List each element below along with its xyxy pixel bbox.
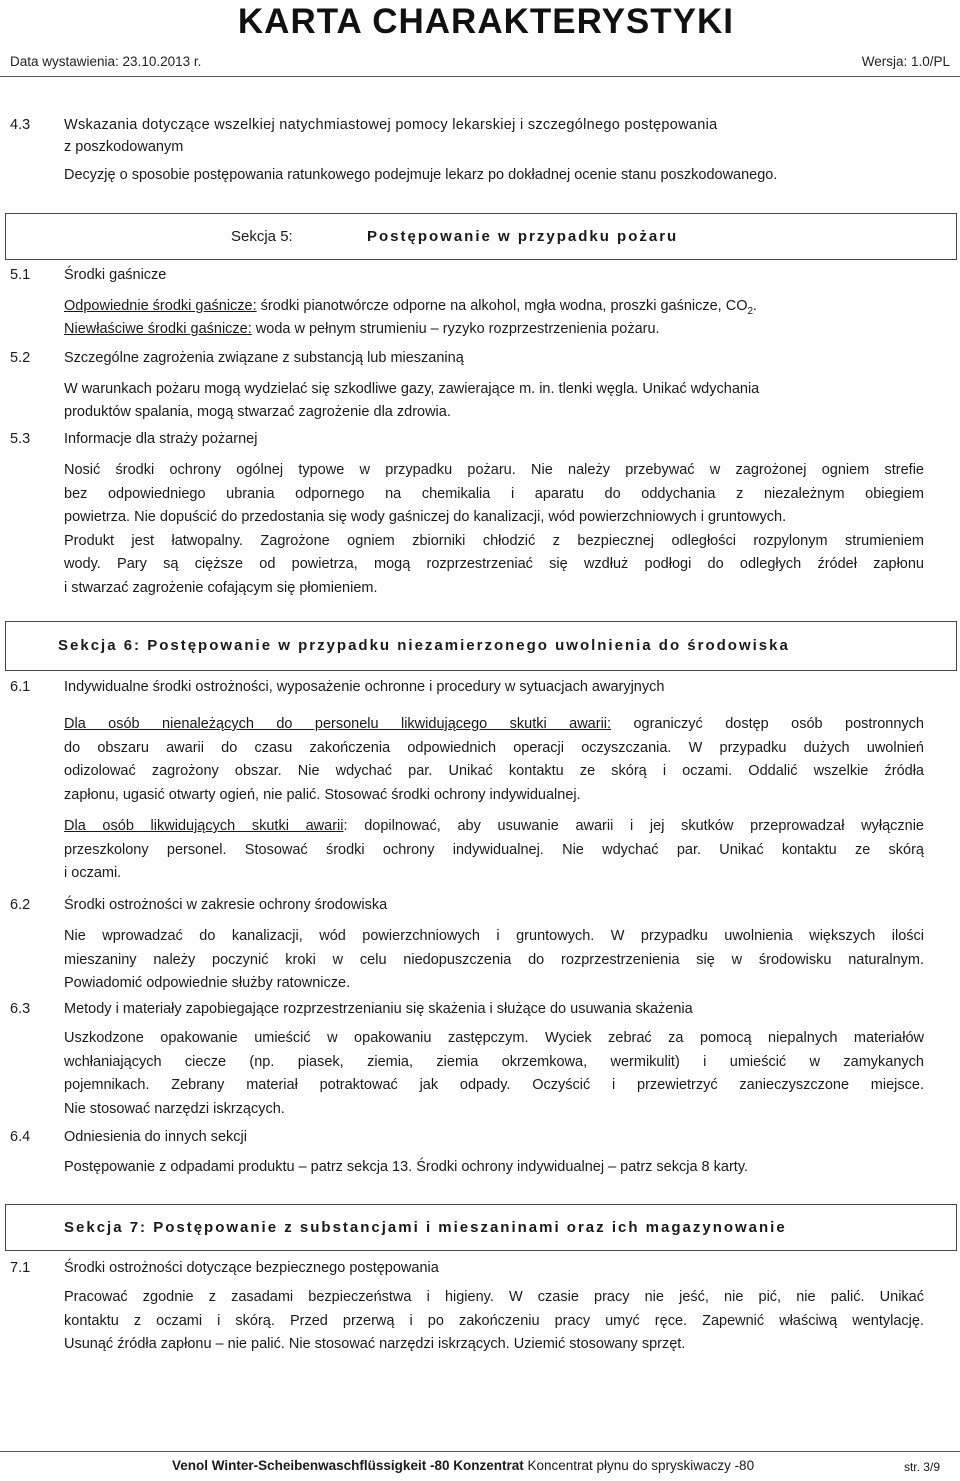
paragraph-line xyxy=(64,815,924,839)
section-heading: Środki ostrożności dotyczące bezpiecznego postępowania xyxy=(64,1260,439,1276)
page-number: str. 3/9 xyxy=(903,1460,940,1474)
issue-date: Data wystawienia: 23.10.2013 r. xyxy=(10,54,202,69)
paragraph-line: bez odpowiedniego ubrania odpornego na chemikalia i aparatu do oddychania z niezależnym obiegiem xyxy=(64,485,924,502)
section-heading: Indywidualne środki ostrożności, wyposażenie ochronne i procedury w sytuacjach awaryjnych xyxy=(64,679,665,695)
section-heading: Wskazania dotyczące wszelkiej natychmiastowej pomocy lekarskiej i szczególnego postępowania xyxy=(64,117,718,133)
paragraph-text: ograniczyć dostęp osób postronnych xyxy=(611,716,924,732)
paragraph-line: zapłonu, ugasić otwarty ogień, nie palić. Stosować środki ochrony indywidualnej. xyxy=(64,786,581,803)
paragraph-line: i oczami. xyxy=(64,865,122,881)
paragraph-line: odizolować zagrożony obszar. Nie wdychać par. Unikać kontaktu ze skórą i oczami. Oddalić wszelkie źródła xyxy=(64,763,924,779)
section-number: 6.3 xyxy=(10,1001,31,1017)
paragraph: Decyzję o sposobie postępowania ratunkowego podejmuje lekarz po dokładnej ocenie stanu poszkodowanego. xyxy=(64,167,778,183)
paragraph-line: Produkt jest łatwopalny. Zagrożone ogniem zbiorniki chłodzić z bezpiecznej odległości rozpylonym strumieniem xyxy=(64,532,924,549)
suitable-end: . xyxy=(753,298,758,314)
paragraph-line: Nie wprowadzać do kanalizacji, wód powierzchniowych i gruntowych. W przypadku uwolnienia większych ilości xyxy=(64,928,924,944)
paragraph-line: Pracować zgodnie z zasadami bezpieczeństwa i higieny. W czasie pracy nie jeść, nie pić, nie palić. Unikać xyxy=(64,1289,924,1305)
subscript: 2 xyxy=(747,305,754,317)
document-title: KARTA CHARAKTERYSTYKI xyxy=(237,2,734,41)
paragraph-line: W warunkach pożaru mogą wydzielać się szkodliwe gazy, zawierające m. in. tlenki węgla. Unikać wdychania xyxy=(64,381,760,397)
unsuitable-label: Niewłaściwe środki gaśnicze: xyxy=(64,321,252,337)
paragraph-line: przeszkolony personel. Stosować środki ochrony indywidualnej. Nie wdychać par. Unikać kontaktu ze skórą xyxy=(64,841,924,858)
paragraph-line: powietrza. Nie dopuścić do przedostania się wody gaśniczej do kanalizacji, wód powierzchniowych i gruntowych. xyxy=(64,509,787,525)
paragraph-line: Uszkodzone opakowanie umieścić w opakowaniu zastępczym. Wyciek zebrać za pomocą niepalnych materiałów xyxy=(64,1030,924,1046)
section-heading-cont: z poszkodowanym xyxy=(64,139,184,155)
paragraph-line: Nie stosować narzędzi iskrzących. xyxy=(64,1100,285,1117)
paragraph-line: wchłaniających ciecze (np. piasek, ziemia, ziemia okrzemkowa, wermikulit) i umieścić w zamykanych xyxy=(64,1053,924,1070)
section-heading: Środki ostrożności w zakresie ochrony środowiska xyxy=(64,897,388,913)
paragraph-line: wody. Pary są cięższe od powietrza, mogą rozprzestrzeniać się wzdłuż podłogi do odległych źródeł zapłonu xyxy=(64,556,924,572)
paragraph-line: Nosić środki ochrony ogólnej typowe w przypadku pożaru. Nie należy przebywać w zagrożonej ogniem strefie xyxy=(64,462,924,478)
paragraph-line: mieszaniny należy poczynić kroki w celu niedopuszczenia do rozprzestrzenienia się w środowisku naturalnym. xyxy=(64,951,924,968)
paragraph-line: produktów spalania, mogą stwarzać zagrożenie dla zdrowia. xyxy=(64,404,451,420)
paragraph-line xyxy=(64,713,924,737)
section-number: 6.1 xyxy=(10,679,31,695)
header-divider xyxy=(0,76,960,77)
section-6-title: Sekcja 6: Postępowanie w przypadku niezamierzonego uwolnienia do środowiska xyxy=(58,637,790,654)
footer-product xyxy=(172,1458,754,1473)
paragraph-safe-handling xyxy=(64,1286,924,1357)
section-number: 4.3 xyxy=(10,117,31,133)
section-heading: Odniesienia do innych sekcji xyxy=(64,1129,247,1145)
section-number: 5.2 xyxy=(10,350,31,366)
section-number: 7.1 xyxy=(10,1260,31,1276)
paragraph-unsuitable-media xyxy=(64,318,924,342)
paragraph-line: Powiadomić odpowiednie służby ratownicze. xyxy=(64,975,351,991)
version: Wersja: 1.0/PL xyxy=(861,54,950,69)
paragraph-line: do obszaru awarii do czasu zakończenia odpowiednich operacji oczyszczania. W przypadku dużych uwolnień xyxy=(64,739,924,756)
paragraph-line: kontaktu z oczami i skórą. Przed przerwą i po zakończeniu pracy umyć ręce. Zapewnić właściwą wentylację. xyxy=(64,1312,924,1329)
paragraph-line: i stwarzać zagrożenie cofającym się płomieniem. xyxy=(64,579,378,596)
section-7-title: Sekcja 7: Postępowanie z substancjami i mieszaninami oraz ich magazynowanie xyxy=(64,1219,787,1236)
unsuitable-text: woda w pełnym strumieniu – ryzyko rozprzestrzenienia pożaru. xyxy=(251,321,660,337)
emergency-responders-label: Dla osób likwidujących skutki awarii xyxy=(64,818,344,834)
section-number: 5.1 xyxy=(10,267,31,283)
section-heading: Metody i materiały zapobiegające rozprzestrzenianiu się skażenia i służące do usuwania skażenia xyxy=(64,1001,693,1017)
section-5-label: Sekcja 5: xyxy=(231,228,293,245)
paragraph-environment xyxy=(64,925,924,996)
suitable-label: Odpowiednie środki gaśnicze: xyxy=(64,298,257,314)
footer-divider xyxy=(0,1451,960,1452)
product-name: Venol Winter-Scheibenwaschflüssigkeit -80 Konzentrat xyxy=(172,1458,524,1473)
section-number: 6.2 xyxy=(10,897,31,913)
section-heading: Szczególne zagrożenia związane z substancją lub mieszaniną xyxy=(64,350,464,366)
paragraph-text: : dopilnować, aby usuwanie awarii i jej skutków przeprowadzał wyłącznie xyxy=(343,818,924,834)
paragraph-firefighters xyxy=(64,459,924,600)
section-number: 5.3 xyxy=(10,431,31,447)
section-heading: Informacje dla straży pożarnej xyxy=(64,431,258,447)
product-description: Koncentrat płynu do spryskiwaczy -80 xyxy=(523,1458,755,1473)
section-heading: Środki gaśnicze xyxy=(64,267,167,283)
paragraph-containment xyxy=(64,1027,924,1121)
paragraph: Postępowanie z odpadami produktu – patrz sekcja 13. Środki ochrony indywidualnej – patrz sekcja 8 karty. xyxy=(64,1159,749,1175)
paragraph-line: pojemnikach. Zebrany materiał potraktować jak odpady. Oczyścić i przewietrzyć zanieczyszczone miejsce. xyxy=(64,1077,924,1093)
suitable-text: środki pianotwórcze odporne na alkohol, mgła wodna, proszki gaśnicze, CO xyxy=(256,298,748,314)
section-number: 6.4 xyxy=(10,1129,31,1145)
paragraph-non-personnel xyxy=(64,713,924,807)
paragraph-line: Usunąć źródła zapłonu – nie palić. Nie stosować narzędzi iskrzących. Uziemić stosowany sprzęt. xyxy=(64,1336,686,1352)
paragraph-emergency-responders xyxy=(64,815,924,886)
non-personnel-label: Dla osób nienależących do personelu likwidującego skutki awarii: xyxy=(64,716,612,732)
section-5-title: Postępowanie w przypadku pożaru xyxy=(367,228,679,245)
